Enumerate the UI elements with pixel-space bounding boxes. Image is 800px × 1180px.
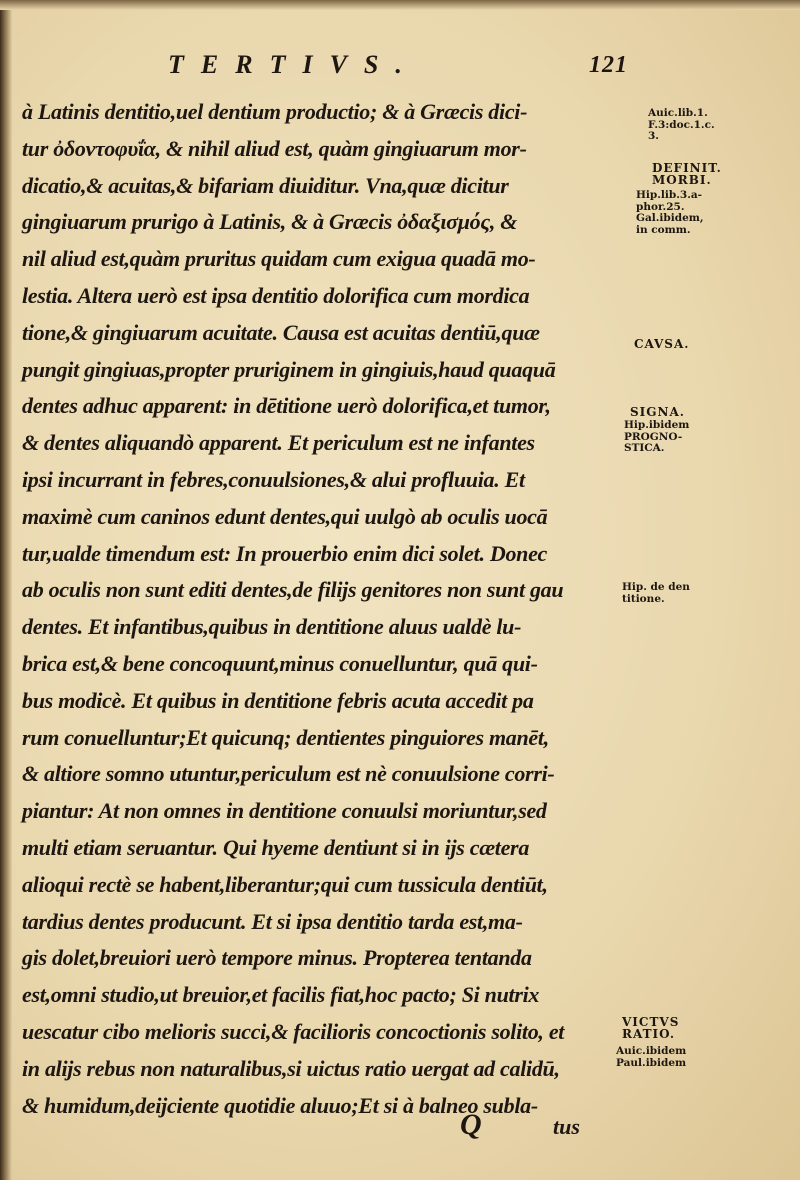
catchword: tus xyxy=(553,1114,580,1139)
text-line: ab oculis non sunt editi dentes,de filijs genitores non sunt gau xyxy=(22,577,564,603)
text-line: & dentes aliquandò apparent. Et periculum est ne infantes xyxy=(22,430,535,456)
running-head xyxy=(168,50,628,84)
text-line: & altiore somno utuntur,periculum est nè conuulsione corri- xyxy=(22,761,555,787)
margin-note: Hip.ibidem PROGNO- STICA. xyxy=(624,419,690,454)
text-line: gis dolet,breuiori uerò tempore minus. Propterea tentanda xyxy=(22,945,532,971)
text-line: tardius dentes producunt. Et si ipsa dentitio tarda est,ma- xyxy=(22,908,523,934)
text-line: tione,& gingiuarum acuitate. Causa est acuitas dentiū,quæ xyxy=(22,319,540,345)
text-line: uescatur cibo melioris succi,& facilioris concoctionis solito, et xyxy=(22,1018,565,1044)
page-gutter xyxy=(0,0,12,1180)
text-line: rum conuelluntur;Et quicunq; dentientes pinguiores manēt, xyxy=(22,724,549,750)
margin-note: VICTVS RATIO. xyxy=(622,1015,680,1041)
margin-note: DEFINIT. MORBI. xyxy=(652,161,722,187)
page-top-edge xyxy=(0,0,800,10)
text-line: maximè cum caninos edunt dentes,qui uulgò ab oculis uocā xyxy=(22,503,548,529)
text-line: dicatio,& acuitas,& bifariam diuiditur. Vna,quæ dicitur xyxy=(22,172,509,198)
margin-note: Auic.ibidem Paul.ibidem xyxy=(616,1045,687,1069)
margin-note: Hip.lib.3.a- phor.25. Gal.ibidem, in comm. xyxy=(636,189,704,236)
text-line: tur ὀδοντοφυΐα, & nihil aliud est, quàm gingiuarum mor- xyxy=(22,135,527,161)
text-line: bus modicè. Et quibus in dentitione febris acuta accedit pa xyxy=(22,687,534,713)
margin-note: Auic.lib.1. F.3:doc.1.c. 3. xyxy=(648,107,715,142)
text-line: tur,ualde timendum est: In prouerbio enim dici solet. Donec xyxy=(22,540,548,566)
main-text-block xyxy=(22,94,622,1124)
text-line: gingiuarum prurigo à Latinis, & à Græcis ὀδαξισμός, & xyxy=(22,209,518,235)
text-line: est,omni studio,ut breuior,et facilis fiat,hoc pacto; Si nutrix xyxy=(22,982,540,1008)
margin-note: SIGNA. xyxy=(630,405,685,419)
text-line: dentes adhuc apparent: in dētitione uerò dolorifica,et tumor, xyxy=(22,393,551,419)
text-line: ipsi incurrant in febres,conuulsiones,& alui profluuia. Et xyxy=(22,466,525,492)
text-line: dentes. Et infantibus,quibus in dentitione aluus ualdè lu- xyxy=(22,614,522,640)
running-title: TERTIVS. xyxy=(168,50,419,79)
text-line: multi etiam seruantur. Qui hyeme dentiunt si in ijs cætera xyxy=(22,834,530,860)
text-line: piantur: At non omnes in dentitione conuulsi moriuntur,sed xyxy=(22,798,547,824)
text-line: alioqui rectè se habent,liberantur;qui cum tussicula dentiūt, xyxy=(22,871,548,897)
text-line: in alijs rebus non naturalibus,si uictus ratio uergat ad calidū, xyxy=(22,1055,560,1081)
text-line: lestia. Altera uerò est ipsa dentitio dolorifica cum mordica xyxy=(22,282,530,308)
text-line: à Latinis dentitio,uel dentium productio; & à Græcis dici- xyxy=(22,99,528,124)
margin-note: Hip. de den titione. xyxy=(622,581,690,605)
text-line: brica est,& bene concoquunt,minus conuelluntur, quā qui- xyxy=(22,650,538,676)
text-line: nil aliud est,quàm pruritus quidam cum exigua quadā mo- xyxy=(22,246,536,272)
margin-note: CAVSA. xyxy=(634,337,690,351)
text-line: pungit gingiuas,propter pruriginem in gingiuis,haud quaquā xyxy=(22,356,556,382)
signature-mark: Q xyxy=(460,1108,482,1141)
page-number: 121 xyxy=(589,52,628,78)
catchword-line xyxy=(22,1102,622,1142)
text-line: & humidum,deijciente quotidie aluuo;Et si à balneo subla- xyxy=(22,1092,538,1118)
